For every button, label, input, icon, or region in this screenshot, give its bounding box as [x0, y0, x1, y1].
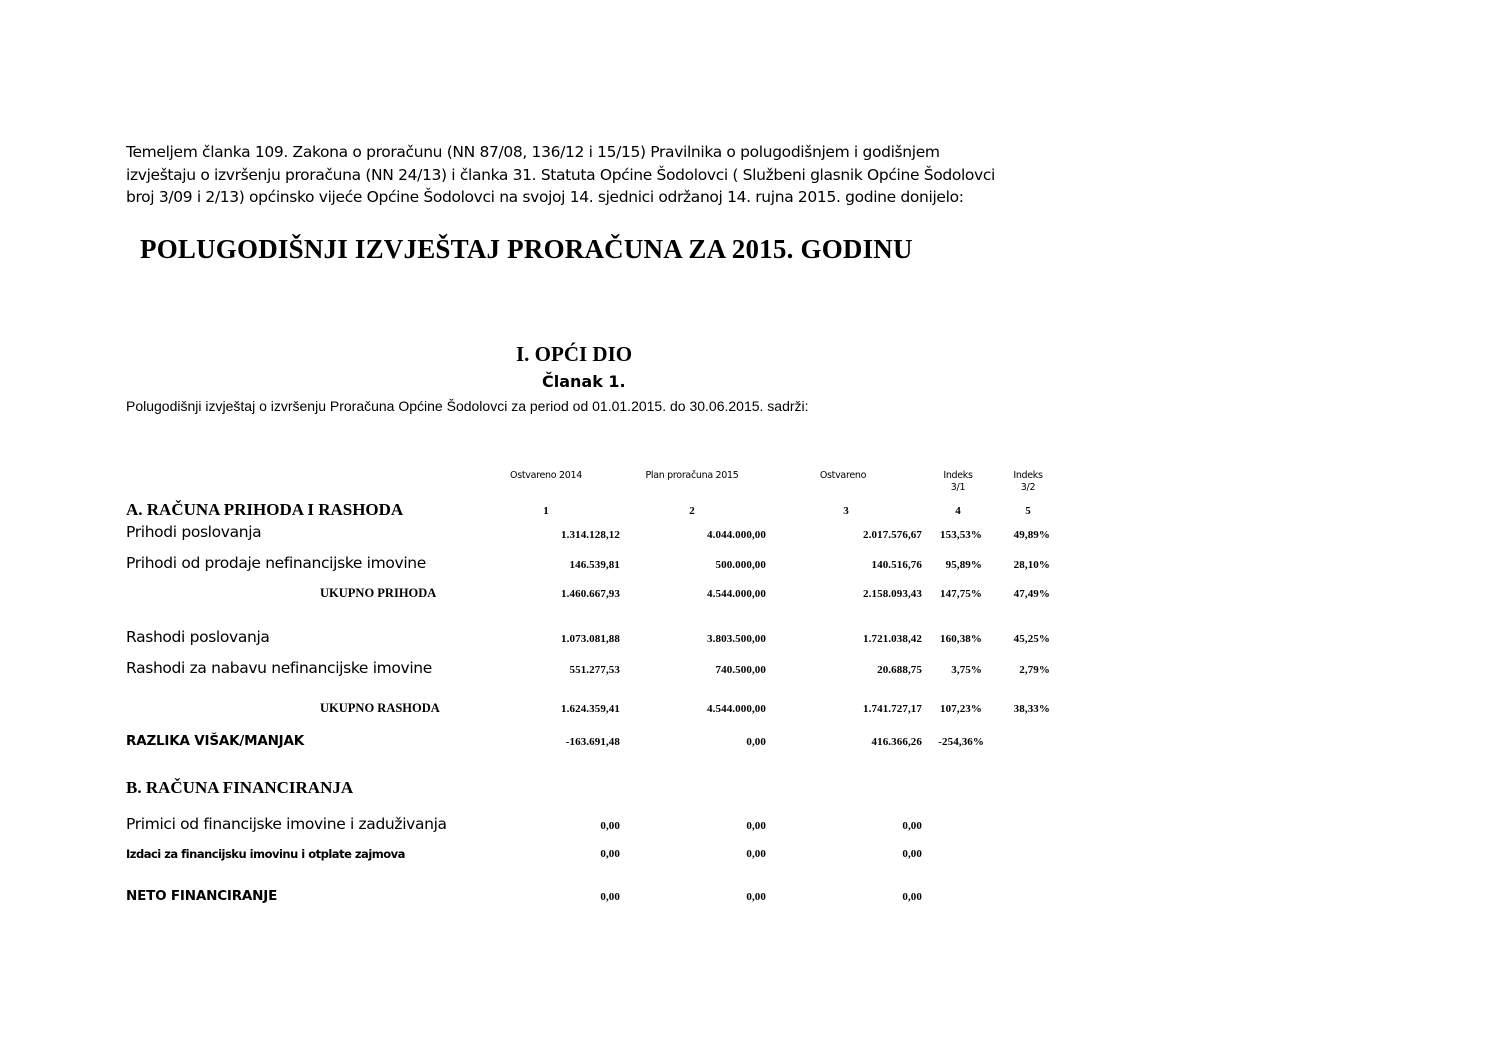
- col-number-1: 1: [543, 505, 549, 517]
- cell-value: 0,00: [600, 820, 620, 832]
- cell-value: 1.624.359,41: [561, 703, 620, 715]
- cell-value: -254,36%: [938, 736, 984, 748]
- row-label-prihodi-prodaja: Prihodi od prodaje nefinancijske imovine: [126, 554, 426, 572]
- cell-value: 153,53%: [940, 529, 982, 541]
- intro-line-2: izvještaju o izvršenju proračuna (NN 24/13) i članka 31. Statuta Općine Šodolovci ( Službeni glasnik Općine Šodolovci: [126, 165, 996, 184]
- cell-value: 2,79%: [1019, 664, 1050, 676]
- cell-value: 0,00: [902, 848, 922, 860]
- col-header-4-line1: Indeks: [943, 470, 973, 481]
- cell-value: 2.017.576,67: [863, 529, 922, 541]
- col-header-4: [928, 470, 988, 494]
- cell-value: 95,89%: [945, 559, 982, 571]
- cell-value: 1.073.081,88: [561, 633, 620, 645]
- cell-value: 416.366,26: [871, 736, 922, 748]
- cell-value: 500.000,00: [715, 559, 766, 571]
- row-label-razlika: RAZLIKA VIŠAK/MANJAK: [126, 733, 305, 749]
- cell-value: 551.277,53: [569, 664, 620, 676]
- cell-value: 38,33%: [1013, 703, 1050, 715]
- cell-value: 4.544.000,00: [707, 703, 766, 715]
- col-header-5-line2: 3/2: [1020, 482, 1036, 493]
- cell-value: 147,75%: [940, 588, 982, 600]
- report-subtitle: Polugodišnji izvještaj o izvršenju Proračuna Općine Šodolovci za period od 01.01.2015. do 30.06.2015. sadrži:: [126, 398, 809, 414]
- row-label-izdaci: Izdaci za financijsku imovinu i otplate zajmova: [126, 847, 405, 861]
- col-header-5: [998, 470, 1058, 494]
- cell-value: 3.803.500,00: [707, 633, 766, 645]
- col-number-5: 5: [1025, 505, 1031, 517]
- cell-value: 4.044.000,00: [707, 529, 766, 541]
- cell-value: 0,00: [746, 820, 766, 832]
- intro-line-3: broj 3/09 i 2/13) općinsko vijeće Općine Šodolovci na svojoj 14. sjednici održanoj 14. rujna 2015. godine donijelo:: [126, 188, 964, 206]
- cell-value: 160,38%: [940, 633, 982, 645]
- cell-value: 0,00: [902, 820, 922, 832]
- cell-value: 28,10%: [1013, 559, 1050, 571]
- cell-value: 0,00: [600, 891, 620, 903]
- cell-value: 3,75%: [951, 664, 982, 676]
- section-b-heading: B. RAČUNA FINANCIRANJA: [126, 778, 354, 797]
- cell-value: 140.516,76: [871, 559, 922, 571]
- cell-value: 0,00: [746, 848, 766, 860]
- col-header-2: Plan proračuna 2015: [645, 470, 739, 481]
- col-number-4: 4: [955, 505, 961, 517]
- cell-value: 1.314.128,12: [561, 529, 620, 541]
- document-title: POLUGODIŠNJI IZVJEŠTAJ PRORAČUNA ZA 2015. GODINU: [140, 234, 913, 264]
- section-heading: I. OPĆI DIO: [516, 342, 633, 366]
- cell-value: 0,00: [600, 848, 620, 860]
- cell-value: 1.460.667,93: [561, 588, 620, 600]
- col-header-1: Ostvareno 2014: [510, 470, 582, 481]
- cell-value: 0,00: [746, 736, 766, 748]
- cell-value: 4.544.000,00: [707, 588, 766, 600]
- cell-value: 49,89%: [1013, 529, 1050, 541]
- cell-value: 45,25%: [1013, 633, 1050, 645]
- col-number-2: 2: [689, 505, 695, 517]
- article-heading: Članak 1.: [542, 372, 626, 391]
- cell-value: 740.500,00: [715, 664, 766, 676]
- row-label-ukupno-prihoda: UKUPNO PRIHODA: [320, 586, 437, 600]
- intro-paragraph: [126, 141, 1056, 209]
- row-label-neto: NETO FINANCIRANJE: [126, 888, 278, 904]
- col-header-3: Ostvareno: [819, 470, 867, 481]
- cell-value: 20.688,75: [877, 664, 922, 676]
- cell-value: 1.741.727,17: [863, 703, 922, 715]
- cell-value: 0,00: [902, 891, 922, 903]
- intro-line-1: Temeljem članka 109. Zakona o proračunu (NN 87/08, 136/12 i 15/15) Pravilnika o polugodišnjem i godišnjem: [126, 143, 940, 161]
- cell-value: 47,49%: [1013, 588, 1050, 600]
- cell-value: 1.721.038,42: [863, 633, 922, 645]
- col-number-3: 3: [843, 505, 849, 517]
- cell-value: -163.691,48: [565, 736, 620, 748]
- section-a-heading: A. RAČUNA PRIHODA I RASHODA: [126, 500, 404, 519]
- col-header-4-line2: 3/1: [950, 482, 966, 493]
- row-label-rashodi-nabava: Rashodi za nabavu nefinancijske imovine: [126, 659, 432, 677]
- cell-value: 107,23%: [940, 703, 982, 715]
- cell-value: 0,00: [746, 891, 766, 903]
- cell-value: 2.158.093,43: [863, 588, 922, 600]
- cell-value: 146.539,81: [569, 559, 620, 571]
- row-label-prihodi-poslovanja: Prihodi poslovanja: [126, 523, 262, 541]
- row-label-primici: Primici od financijske imovine i zaduživanja: [126, 815, 447, 833]
- row-label-rashodi-poslovanja: Rashodi poslovanja: [126, 628, 270, 646]
- row-label-ukupno-rashoda: UKUPNO RASHODA: [320, 701, 440, 715]
- col-header-5-line1: Indeks: [1013, 470, 1043, 481]
